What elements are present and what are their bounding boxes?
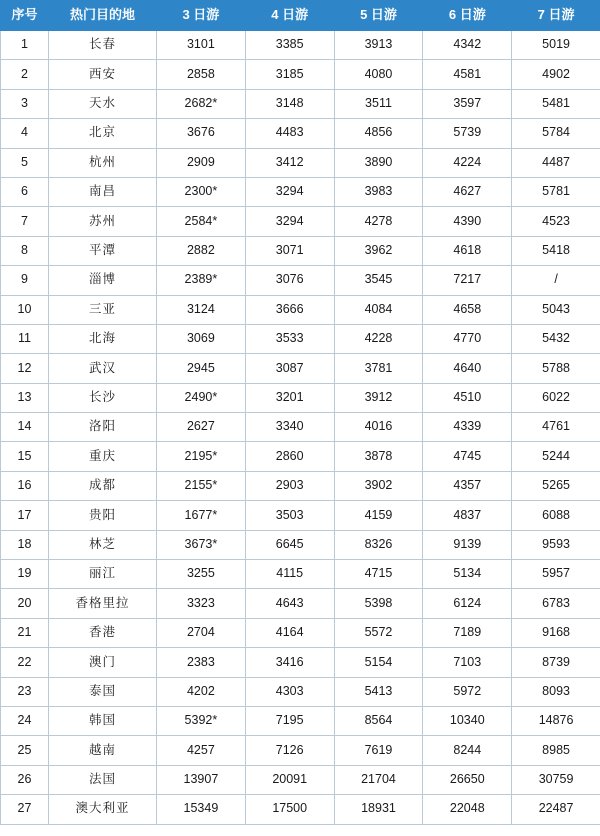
cell-7day: 4902 (512, 60, 600, 89)
table-row (1, 413, 600, 442)
cell-6day: 5134 (423, 560, 512, 589)
cell-3day: 2909 (157, 148, 246, 177)
cell-6day: 4390 (423, 207, 512, 236)
cell-3day: 3069 (157, 324, 246, 353)
cell-index: 7 (1, 207, 49, 236)
cell-6day: 4618 (423, 236, 512, 265)
cell-7day: 6022 (512, 383, 600, 412)
table-row (1, 266, 600, 295)
cell-destination: 平潭 (49, 236, 157, 265)
cell-3day: 1677* (157, 501, 246, 530)
cell-6day: 4640 (423, 354, 512, 383)
column-header-6day: 6 日游 (423, 1, 512, 31)
cell-destination: 丽江 (49, 560, 157, 589)
column-header-destination: 热门目的地 (49, 1, 157, 31)
cell-4day: 7195 (245, 706, 334, 735)
cell-index: 2 (1, 60, 49, 89)
cell-destination: 洛阳 (49, 413, 157, 442)
cell-index: 20 (1, 589, 49, 618)
cell-destination: 澳大利亚 (49, 795, 157, 824)
table-row (1, 383, 600, 412)
table-row (1, 177, 600, 206)
cell-index: 3 (1, 89, 49, 118)
cell-5day: 5413 (334, 677, 423, 706)
cell-5day: 4278 (334, 207, 423, 236)
cell-destination: 淄博 (49, 266, 157, 295)
cell-5day: 5572 (334, 618, 423, 647)
cell-7day: 5781 (512, 177, 600, 206)
cell-7day: 6783 (512, 589, 600, 618)
cell-5day: 8326 (334, 530, 423, 559)
cell-destination: 杭州 (49, 148, 157, 177)
table-row (1, 119, 600, 148)
cell-3day: 2584* (157, 207, 246, 236)
cell-3day: 4202 (157, 677, 246, 706)
cell-5day: 7619 (334, 736, 423, 765)
cell-6day: 4658 (423, 295, 512, 324)
cell-3day: 13907 (157, 765, 246, 794)
cell-index: 19 (1, 560, 49, 589)
cell-destination: 重庆 (49, 442, 157, 471)
column-header-4day: 4 日游 (245, 1, 334, 31)
cell-index: 15 (1, 442, 49, 471)
cell-destination: 长春 (49, 31, 157, 60)
cell-5day: 4715 (334, 560, 423, 589)
cell-7day: 4523 (512, 207, 600, 236)
table-row (1, 530, 600, 559)
cell-5day: 4228 (334, 324, 423, 353)
cell-4day: 2860 (245, 442, 334, 471)
cell-4day: 17500 (245, 795, 334, 824)
cell-5day: 5398 (334, 589, 423, 618)
table-row (1, 589, 600, 618)
cell-7day: 5788 (512, 354, 600, 383)
cell-4day: 4303 (245, 677, 334, 706)
cell-4day: 3503 (245, 501, 334, 530)
cell-6day: 22048 (423, 795, 512, 824)
cell-destination: 香港 (49, 618, 157, 647)
table-row (1, 60, 600, 89)
cell-6day: 4339 (423, 413, 512, 442)
cell-6day: 4837 (423, 501, 512, 530)
cell-6day: 3597 (423, 89, 512, 118)
cell-7day: 8739 (512, 648, 600, 677)
cell-4day: 4483 (245, 119, 334, 148)
cell-destination: 香格里拉 (49, 589, 157, 618)
cell-7day: 5784 (512, 119, 600, 148)
cell-destination: 韩国 (49, 706, 157, 735)
cell-7day: 14876 (512, 706, 600, 735)
cell-7day: 5244 (512, 442, 600, 471)
cell-destination: 三亚 (49, 295, 157, 324)
cell-4day: 3412 (245, 148, 334, 177)
column-header-7day: 7 日游 (512, 1, 600, 31)
cell-destination: 法国 (49, 765, 157, 794)
cell-destination: 澳门 (49, 648, 157, 677)
cell-6day: 6124 (423, 589, 512, 618)
cell-destination: 林芝 (49, 530, 157, 559)
cell-5day: 3545 (334, 266, 423, 295)
cell-6day: 7103 (423, 648, 512, 677)
cell-4day: 3148 (245, 89, 334, 118)
cell-index: 16 (1, 471, 49, 500)
cell-3day: 3673* (157, 530, 246, 559)
cell-6day: 5739 (423, 119, 512, 148)
cell-7day: 22487 (512, 795, 600, 824)
cell-5day: 8564 (334, 706, 423, 735)
cell-destination: 越南 (49, 736, 157, 765)
cell-index: 6 (1, 177, 49, 206)
cell-3day: 15349 (157, 795, 246, 824)
cell-4day: 3201 (245, 383, 334, 412)
cell-index: 12 (1, 354, 49, 383)
cell-index: 11 (1, 324, 49, 353)
cell-4day: 3666 (245, 295, 334, 324)
cell-4day: 6645 (245, 530, 334, 559)
cell-destination: 西安 (49, 60, 157, 89)
cell-index: 24 (1, 706, 49, 735)
cell-7day: 30759 (512, 765, 600, 794)
cell-7day: 5957 (512, 560, 600, 589)
cell-destination: 北京 (49, 119, 157, 148)
cell-index: 27 (1, 795, 49, 824)
cell-5day: 4159 (334, 501, 423, 530)
cell-4day: 3294 (245, 207, 334, 236)
cell-6day: 26650 (423, 765, 512, 794)
cell-4day: 3087 (245, 354, 334, 383)
cell-6day: 9139 (423, 530, 512, 559)
cell-5day: 5154 (334, 648, 423, 677)
cell-index: 25 (1, 736, 49, 765)
cell-6day: 8244 (423, 736, 512, 765)
cell-5day: 3913 (334, 31, 423, 60)
cell-7day: 8985 (512, 736, 600, 765)
column-header-3day: 3 日游 (157, 1, 246, 31)
cell-4day: 4115 (245, 560, 334, 589)
cell-6day: 4357 (423, 471, 512, 500)
cell-5day: 3912 (334, 383, 423, 412)
table-row (1, 236, 600, 265)
cell-index: 9 (1, 266, 49, 295)
cell-3day: 3101 (157, 31, 246, 60)
cell-5day: 3902 (334, 471, 423, 500)
cell-4day: 3416 (245, 648, 334, 677)
cell-index: 4 (1, 119, 49, 148)
cell-index: 18 (1, 530, 49, 559)
cell-3day: 2155* (157, 471, 246, 500)
cell-index: 13 (1, 383, 49, 412)
cell-6day: 10340 (423, 706, 512, 735)
cell-3day: 3323 (157, 589, 246, 618)
cell-3day: 2858 (157, 60, 246, 89)
cell-5day: 4084 (334, 295, 423, 324)
cell-4day: 20091 (245, 765, 334, 794)
table-row (1, 736, 600, 765)
table-row (1, 148, 600, 177)
cell-6day: 7217 (423, 266, 512, 295)
cell-7day: 4487 (512, 148, 600, 177)
cell-destination: 南昌 (49, 177, 157, 206)
cell-index: 21 (1, 618, 49, 647)
cell-destination: 天水 (49, 89, 157, 118)
cell-index: 26 (1, 765, 49, 794)
table-row (1, 31, 600, 60)
cell-3day: 2490* (157, 383, 246, 412)
cell-5day: 3781 (334, 354, 423, 383)
table-row (1, 677, 600, 706)
cell-3day: 3124 (157, 295, 246, 324)
cell-index: 5 (1, 148, 49, 177)
cell-4day: 3533 (245, 324, 334, 353)
table-row (1, 560, 600, 589)
table-row (1, 765, 600, 794)
cell-index: 17 (1, 501, 49, 530)
cell-5day: 3983 (334, 177, 423, 206)
cell-7day: 8093 (512, 677, 600, 706)
table-row (1, 501, 600, 530)
cell-5day: 3890 (334, 148, 423, 177)
cell-4day: 3294 (245, 177, 334, 206)
table-row (1, 471, 600, 500)
cell-7day: 4761 (512, 413, 600, 442)
cell-6day: 4627 (423, 177, 512, 206)
cell-index: 14 (1, 413, 49, 442)
cell-3day: 2195* (157, 442, 246, 471)
cell-5day: 3878 (334, 442, 423, 471)
table-row (1, 795, 600, 824)
cell-6day: 5972 (423, 677, 512, 706)
cell-3day: 4257 (157, 736, 246, 765)
cell-destination: 泰国 (49, 677, 157, 706)
cell-7day: 6088 (512, 501, 600, 530)
cell-5day: 3511 (334, 89, 423, 118)
cell-3day: 2945 (157, 354, 246, 383)
cell-destination: 苏州 (49, 207, 157, 236)
cell-4day: 3385 (245, 31, 334, 60)
table-header-row (1, 1, 600, 31)
cell-3day: 2383 (157, 648, 246, 677)
cell-6day: 4510 (423, 383, 512, 412)
cell-3day: 2704 (157, 618, 246, 647)
column-header-index: 序号 (1, 1, 49, 31)
cell-7day: 5019 (512, 31, 600, 60)
cell-4day: 4643 (245, 589, 334, 618)
table-row (1, 324, 600, 353)
table-row (1, 706, 600, 735)
cell-index: 1 (1, 31, 49, 60)
cell-5day: 21704 (334, 765, 423, 794)
cell-destination: 长沙 (49, 383, 157, 412)
cell-index: 22 (1, 648, 49, 677)
table-row (1, 648, 600, 677)
table-row (1, 354, 600, 383)
cell-destination: 北海 (49, 324, 157, 353)
cell-index: 10 (1, 295, 49, 324)
cell-6day: 7189 (423, 618, 512, 647)
cell-7day: 5043 (512, 295, 600, 324)
cell-index: 8 (1, 236, 49, 265)
cell-4day: 3340 (245, 413, 334, 442)
cell-6day: 4224 (423, 148, 512, 177)
cell-3day: 3676 (157, 119, 246, 148)
cell-3day: 5392* (157, 706, 246, 735)
cell-7day: 5265 (512, 471, 600, 500)
table-body (1, 31, 600, 825)
cell-3day: 3255 (157, 560, 246, 589)
cell-5day: 4016 (334, 413, 423, 442)
table-row (1, 89, 600, 118)
cell-4day: 3076 (245, 266, 334, 295)
cell-4day: 2903 (245, 471, 334, 500)
cell-destination: 武汉 (49, 354, 157, 383)
cell-7day: 9168 (512, 618, 600, 647)
cell-destination: 成都 (49, 471, 157, 500)
cell-5day: 4856 (334, 119, 423, 148)
table-row (1, 618, 600, 647)
cell-7day: 5481 (512, 89, 600, 118)
cell-5day: 4080 (334, 60, 423, 89)
cell-7day: 9593 (512, 530, 600, 559)
cell-6day: 4581 (423, 60, 512, 89)
cell-3day: 2389* (157, 266, 246, 295)
cell-5day: 3962 (334, 236, 423, 265)
cell-6day: 4342 (423, 31, 512, 60)
cell-3day: 2882 (157, 236, 246, 265)
cell-3day: 2627 (157, 413, 246, 442)
column-header-5day: 5 日游 (334, 1, 423, 31)
cell-3day: 2682* (157, 89, 246, 118)
cell-5day: 18931 (334, 795, 423, 824)
cell-3day: 2300* (157, 177, 246, 206)
cell-7day: 5432 (512, 324, 600, 353)
table-row (1, 207, 600, 236)
cell-6day: 4745 (423, 442, 512, 471)
table-row (1, 295, 600, 324)
cell-4day: 3185 (245, 60, 334, 89)
cell-4day: 3071 (245, 236, 334, 265)
cell-7day: 5418 (512, 236, 600, 265)
cell-index: 23 (1, 677, 49, 706)
cell-4day: 7126 (245, 736, 334, 765)
table-row (1, 442, 600, 471)
cell-destination: 贵阳 (49, 501, 157, 530)
cell-4day: 4164 (245, 618, 334, 647)
cell-6day: 4770 (423, 324, 512, 353)
cell-7day: / (512, 266, 600, 295)
